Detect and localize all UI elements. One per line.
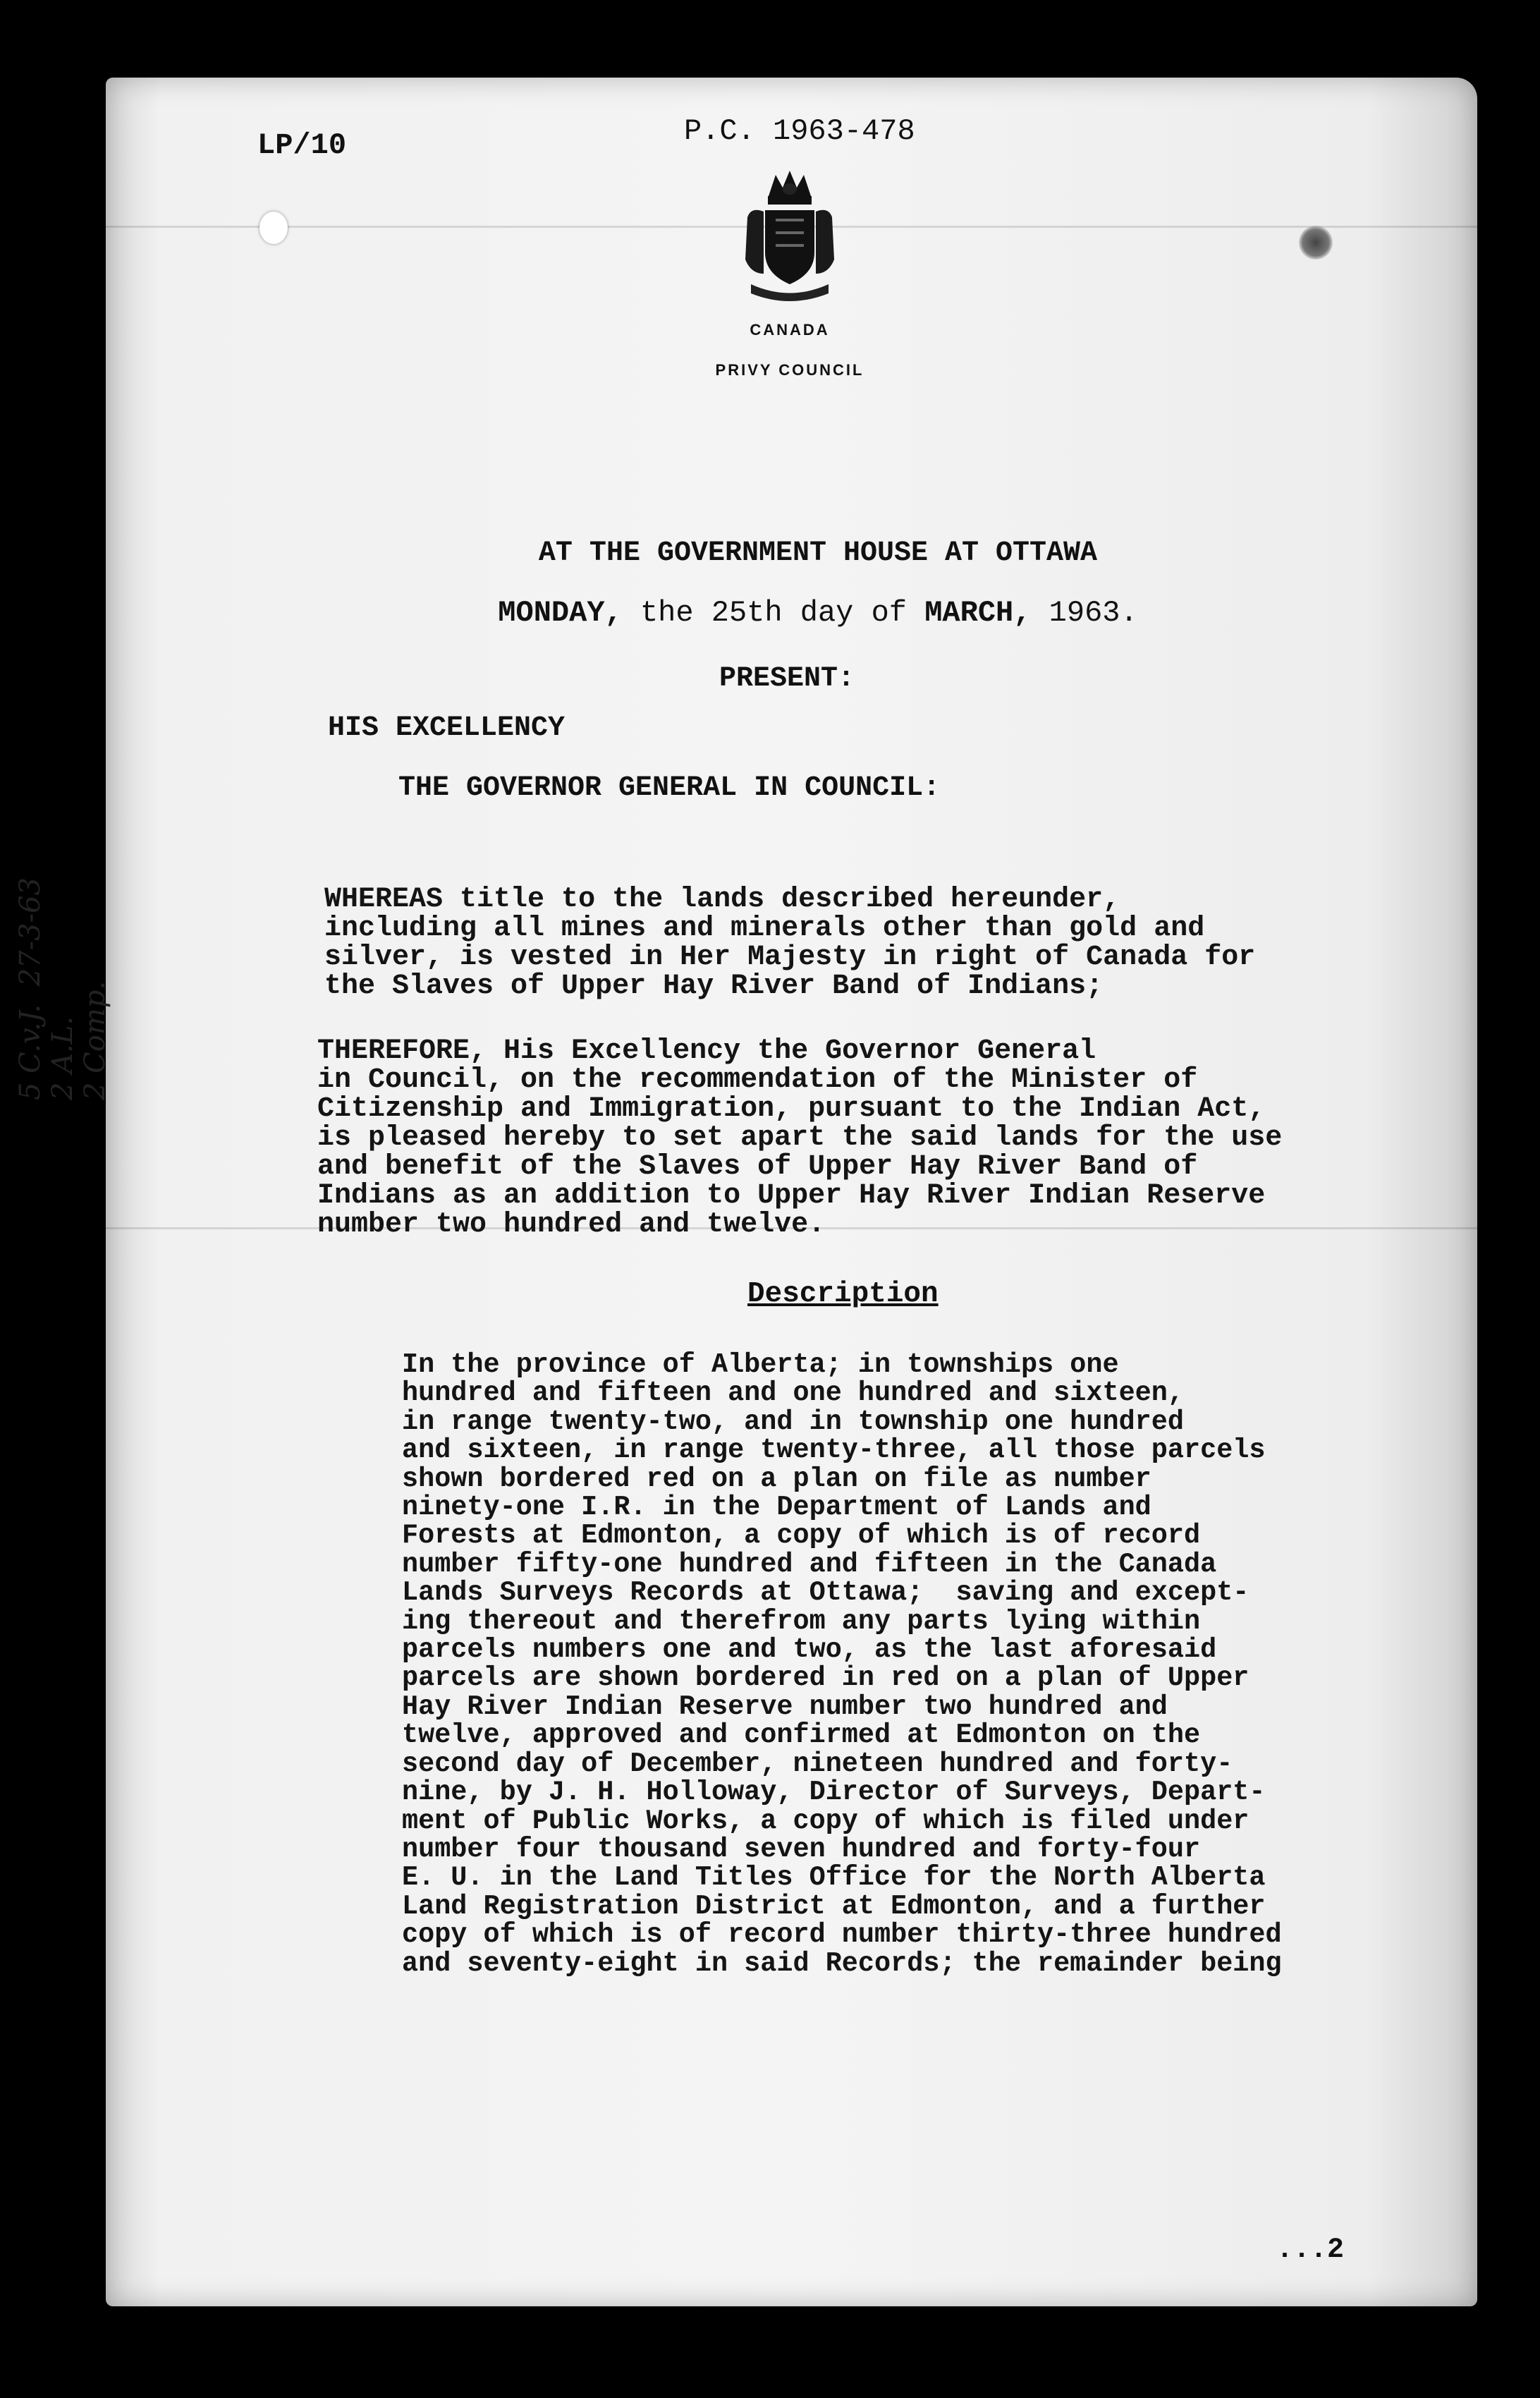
canada-coat-of-arms-icon <box>737 168 843 302</box>
date-day: the 25th day of <box>622 596 925 630</box>
whereas-paragraph <box>324 885 1255 1001</box>
therefore-lead: THEREFORE, <box>317 1035 487 1067</box>
crest-caption-canada: CANADA <box>750 321 830 339</box>
present-heading: PRESENT: <box>719 663 855 695</box>
file-reference: LP/10 <box>257 128 347 162</box>
meeting-date <box>360 596 1276 630</box>
continued-page-marker: ...2 <box>1276 2234 1345 2266</box>
meeting-location: AT THE GOVERNMENT HOUSE AT OTTAWA <box>538 537 1098 569</box>
date-weekday: MONDAY, <box>498 596 623 630</box>
document-sheet <box>106 78 1477 2306</box>
ink-smudge <box>1299 226 1333 260</box>
crest-caption-privy-council: PRIVY COUNCIL <box>715 361 864 379</box>
governor-general-in-council: THE GOVERNOR GENERAL IN COUNCIL: <box>398 772 941 804</box>
date-year: 1963. <box>1031 596 1138 630</box>
date-month: MARCH, <box>924 596 1032 630</box>
his-excellency: HIS EXCELLENCY <box>328 712 566 744</box>
order-number: P.C. 1963-478 <box>684 114 915 148</box>
description-heading: Description <box>747 1278 939 1310</box>
therefore-text: His Excellency the Governor General in Council, on the recommendation of the Minister of Citizenship and Immigration, pursuant to the Indian Act, is pleased hereby to set apart the said lands for the use and benefit of the Slaves of Upper Hay River Band of Indians as an addition to Upper Hay River Indian Reserve number two hundred and twelve. <box>317 1035 1283 1241</box>
handwritten-margin-note: 5 C.v.J. 27-3-63 2 A.L. 2 Comp. <box>14 877 111 1100</box>
punch-hole <box>259 212 288 244</box>
whereas-text: title to the lands described hereunder, including all mines and minerals other than gold and silver, is vested in Her Majesty in right of Canada for the Slaves of Upper Hay River Band of Indians; <box>324 884 1256 1002</box>
therefore-paragraph <box>317 1037 1282 1239</box>
whereas-lead: WHEREAS <box>324 884 444 915</box>
description-text: In the province of Alberta; in townships one hundred and fifteen and one hundred and sixteen, in range twenty-two, and in township one hundred and sixteen, in range twenty-three, all those parcels shown bordered red on a plan on file as number ninety-one I.R. in the Department of Lands and Forests at Edmonton, a copy of which is of record number fifty-one hundred and fifteen in the Canada Lands Surveys Records at Ottawa; saving and except- ing thereout and therefrom any parts lying within parcels numbers one and two, as the last aforesaid parcels are shown bordered in red on a plan of Upper Hay River Indian Reserve number two hundred and twelve, approved and confirmed at Edmonton on the second day of December, nineteen hundred and forty- nine, by J. H. Holloway, Director of Surveys, Depart- ment of Public Works, a copy of which is filed under number four thousand seven hundred and forty-four E. U. in the Land Titles Office for the North Alberta Land Registration District at Edmonton, and a further copy of which is of record number thirty-three hundred and seventy-eight in said Records; the remainder being <box>402 1349 1282 1979</box>
